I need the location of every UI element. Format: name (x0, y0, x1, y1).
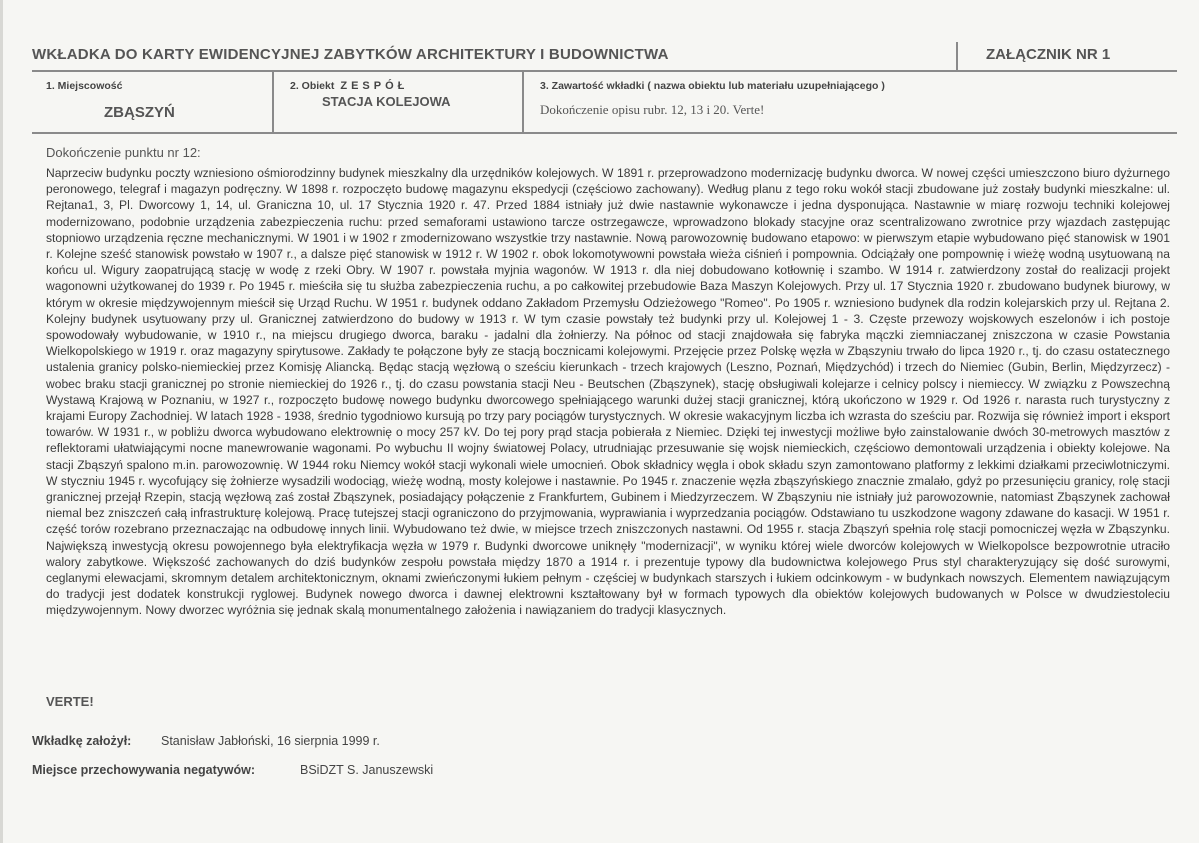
content-label: 3. Zawartość wkładki ( nazwa obiektu lub materiału uzupełniającego ) (540, 80, 885, 92)
place-value: ZBĄSZYŃ (104, 104, 175, 121)
place-label: 1. Miejscowość (46, 80, 123, 92)
object-label: 2. Obiekt (290, 80, 335, 92)
object-cell (272, 72, 524, 132)
description-text: Naprzeciw budynku poczty wzniesiono ośmiorodzinny budynek mieszkalny dla urzędników kolejowych. W 1891 r. przeprowadzono modernizację budynku dworca. W nowej części umieszczono biuro dyżurnego peronowego, telegraf i magazyn podręczny. W 1898 r. rozpoczęto budowę magazynu ekspedycji (częściowo zachowany). Według planu z tego roku wokół stacji zbudowane już zostały budynki mieszkalne: ul. Rejtana1, 3, Pl. Dworcowy 1, 14, ul. Graniczna 10, ul. 17 Stycznia 1920 r. 47. Przed 1884 istniały już dwie nastawnie wykonawcze i jedna dysponująca. Nastawnie w miarę rozwoju techniki kolejowej modernizowano, podobnie urządzenia zabezpieczenia ruchu: przed semaforami ustawiono tarcze ostrzegawcze, wprowadzono blokady stacyjne oraz scentralizowano zwrotnice przy wjazdach zastępując stopniowo urządzenia ręczne mechanicznymi. W 1901 i w 1902 r zmodernizowano wszystkie trzy nastawnie. Nową parowozownię budowano etapowo: w pierwszym etapie wybudowano pięć stanowisk w 1901 r. Kolejne sześć stanowisk powstało w 1907 r., a dalsze pięć stanowisk w 1912 r. W 1902 r. obok lokomotywowni powstała wieża ciśnień i pompownia. Odciążały one pompownię i wieżę wodną usytuowaną na końcu ul. Wigury zaopatrującą stację w wodę z rzeki Obry. W 1907 r. powstała myjnia wagonów. W 1913 r. dla niej dobudowano kotłownię i szambo. W 1914 r. zatwierdzony został do realizacji projekt wagonowni użytkowanej do 1939 r. Po 1945 r. mieściła się tu służba zabezpieczenia ruchu, a po całkowitej przebudowie Baza Maszyn Kolejowych. Przy ul. 17 Stycznia 1920 r. zbudowano budynek biurowy, w którym w okresie międzywojennym mieścił się Urząd Ruchu. W 1951 r. budynek oddano Zakładom Przemysłu Odzieżowego "Romeo". Po 1905 r. wzniesiono budynek dla rodzin kolejarskich przy ul. Rejtana 2. Kolejny budynek usytuowany przy ul. Granicznej zatwierdzono do budowy w 1913 r. W tym czasie powstały też budynki przy ul. Kolejowej 1 - 3. Częste przewozy wojskowych eszelonów i ich postoje spowodowały wybudowanie, w 1910 r., na miejscu drugiego dworca, baraku - jadalni dla żołnierzy. Na północ od stacji znajdowała się fabryka mączki ziemniaczanej zniszczona w czasie Powstania Wielkopolskiego w 1919 r. oraz magazyny spirytusowe. Zakłady te połączone były ze stacją bocznicami kolejowymi. Przejęcie przez Polskę węzła w Zbąszyniu trwało do lipca 1920 r., tj. do czasu ostatecznego ustalenia granicy polsko-niemieckiej przez Komisję Aliancką. Będąc stacją węzłową o sześciu kierunkach - trzech krajowych (Leszno, Poznań, Międzychód) i trzech do Niemiec (Gubin, Berlin, Międzyrzecz) - wobec braku stacji granicznej po stronie niemieckiej do 1926 r., tj. do czasu powstania stacji Neu - Beutschen (Zbąszynek), stację obsługiwali kolejarze i celnicy polscy i niemieccy. W związku z Powszechną Wystawą Krajową w Poznaniu, w 1927 r., rozpoczęto budowę nowego budynku dworcowego spełniającego warunki dużej stacji granicznej, którą ukończono w 1929 r. Od 1926 r. narasta ruch turystyczny z krajami Europy Zachodniej. W latach 1928 - 1938, średnio tygodniowo kursują po trzy pary pociągów turystycznych. W okresie wakacyjnym liczba ich wzrasta do sześciu par. Rozwija się również import i eksport towarów. W 1931 r., w pobliżu dworca wybudowano elektrownię o mocy 257 kV. Do tej pory prąd stacja pobierała z Niemiec. Dzięki tej inwestycji możliwe było zainstalowanie dwóch 30-metrowych masztów z reflektorami ułatwiającymi nocne manewrowanie wagonami. Po wybuchu II wojny światowej Polacy, utrudniając przesuwanie się wojsk niemieckich, częściowo demontowali urządzenia i obiekty kolejowe. Na stacji Zbąszyń spalono m.in. parowozownię. W 1944 roku Niemcy wokół stacji wykonali wiele umocnień. Obok składnicy węgla i obok składu szyn zamontowano platformy z lekkimi działkami przeciwlotniczymi. W styczniu 1945 r. wycofujący się żołnierze wysadzili wodociąg, wieżę wodną, mosty kolejowe i nastawnie. Po 1945 r. znaczenie węzła zbąszyńskiego znacznie zmalało, gdyż po przesunięciu granicy, rolę stacji granicznej przejął Rzepin, stacją węzłową zaś został Zbąszynek, posiadający połączenie z Frankfurtem, Gubinem i Miedzyrzeczem. W Zbąszyniu nie istniały już parowozownie, natomiast Zbąszynek zachował niemal bez zniszczeń całą infrastrukturę kolejową. Pracę tutejszej stacji ograniczono do przyjmowania, wyprawiania i wyprzedzania pociągów. Odstawiano tu uszkodzone wagony zdawane do kasacji. W 1951 r. część torów rozebrano przeznaczając na odbudowę innych linii. Wybudowano też dwie, w miejsce trzech zniszczonych nastawni. Od 1955 r. stacja Zbąszyń spełnia rolę stacji pomocniczej węzła w Zbąszynku. Największą inwestycją okresu powojennego była elektryfikacja węzła w 1979 r. Budynki dworcowe uniknęły "modernizacji", w wyniku której wiele dworców kolejowych w Wielkopolsce bezpowrotnie utraciło walory zabytkowe. Większość zachowanych do dziś budynków zespołu powstała między 1870 a 1914 r. i prezentuje typowy dla budownictwa kolejowego Prus styl charakteryzujący się dość surowymi, ceglanymi elewacjami, skromnym detalem architektonicznym, oknami zwieńczonymi łukiem pełnym - częściej w budynkach starszych i łukiem odcinkowym - w budynkach nowszych. Elementem nawiązującym do tradycji jest dodatek konstrukcji ryglowej. Budynek nowego dworca i dawnej elektrowni kształtowany był w formach typowych dla obiektów kolejowych budowanych w Polsce w dwudziestoleciu międzywojennym. Nowy dworzec wyróżnia się jednak skalą monumentalnego założenia i nawiązaniem do tradycji klasycznych. (46, 166, 1170, 618)
info-row (32, 72, 1177, 134)
header-divider (956, 42, 958, 70)
negatives-location-label: Miejsce przechowywania negatywów: (32, 763, 255, 777)
place-cell (32, 72, 272, 132)
object-label-group (290, 80, 408, 92)
card-header (32, 42, 1177, 72)
card-edge (0, 0, 3, 843)
verte-note: VERTE! (46, 694, 94, 709)
annex-number: ZAŁĄCZNIK NR 1 (986, 46, 1111, 63)
founded-by-value: Stanisław Jabłoński, 16 sierpnia 1999 r. (161, 734, 380, 748)
content-cell (522, 72, 1179, 132)
negatives-location-value: BSiDZT S. Januszewski (300, 763, 434, 777)
card-title: WKŁADKA DO KARTY EWIDENCYJNEJ ZABYTKÓW ARCHITEKTURY I BUDOWNICTWA (32, 46, 669, 63)
content-value: Dokończenie opisu rubr. 12, 13 i 20. Verte! (540, 102, 765, 117)
section-heading: Dokończenie punktu nr 12: (46, 145, 201, 160)
object-value: STACJA KOLEJOWA (322, 94, 451, 109)
object-label-spaced: ZESPÓŁ (340, 80, 409, 92)
founded-by-label: Wkładkę założył: (32, 734, 132, 748)
